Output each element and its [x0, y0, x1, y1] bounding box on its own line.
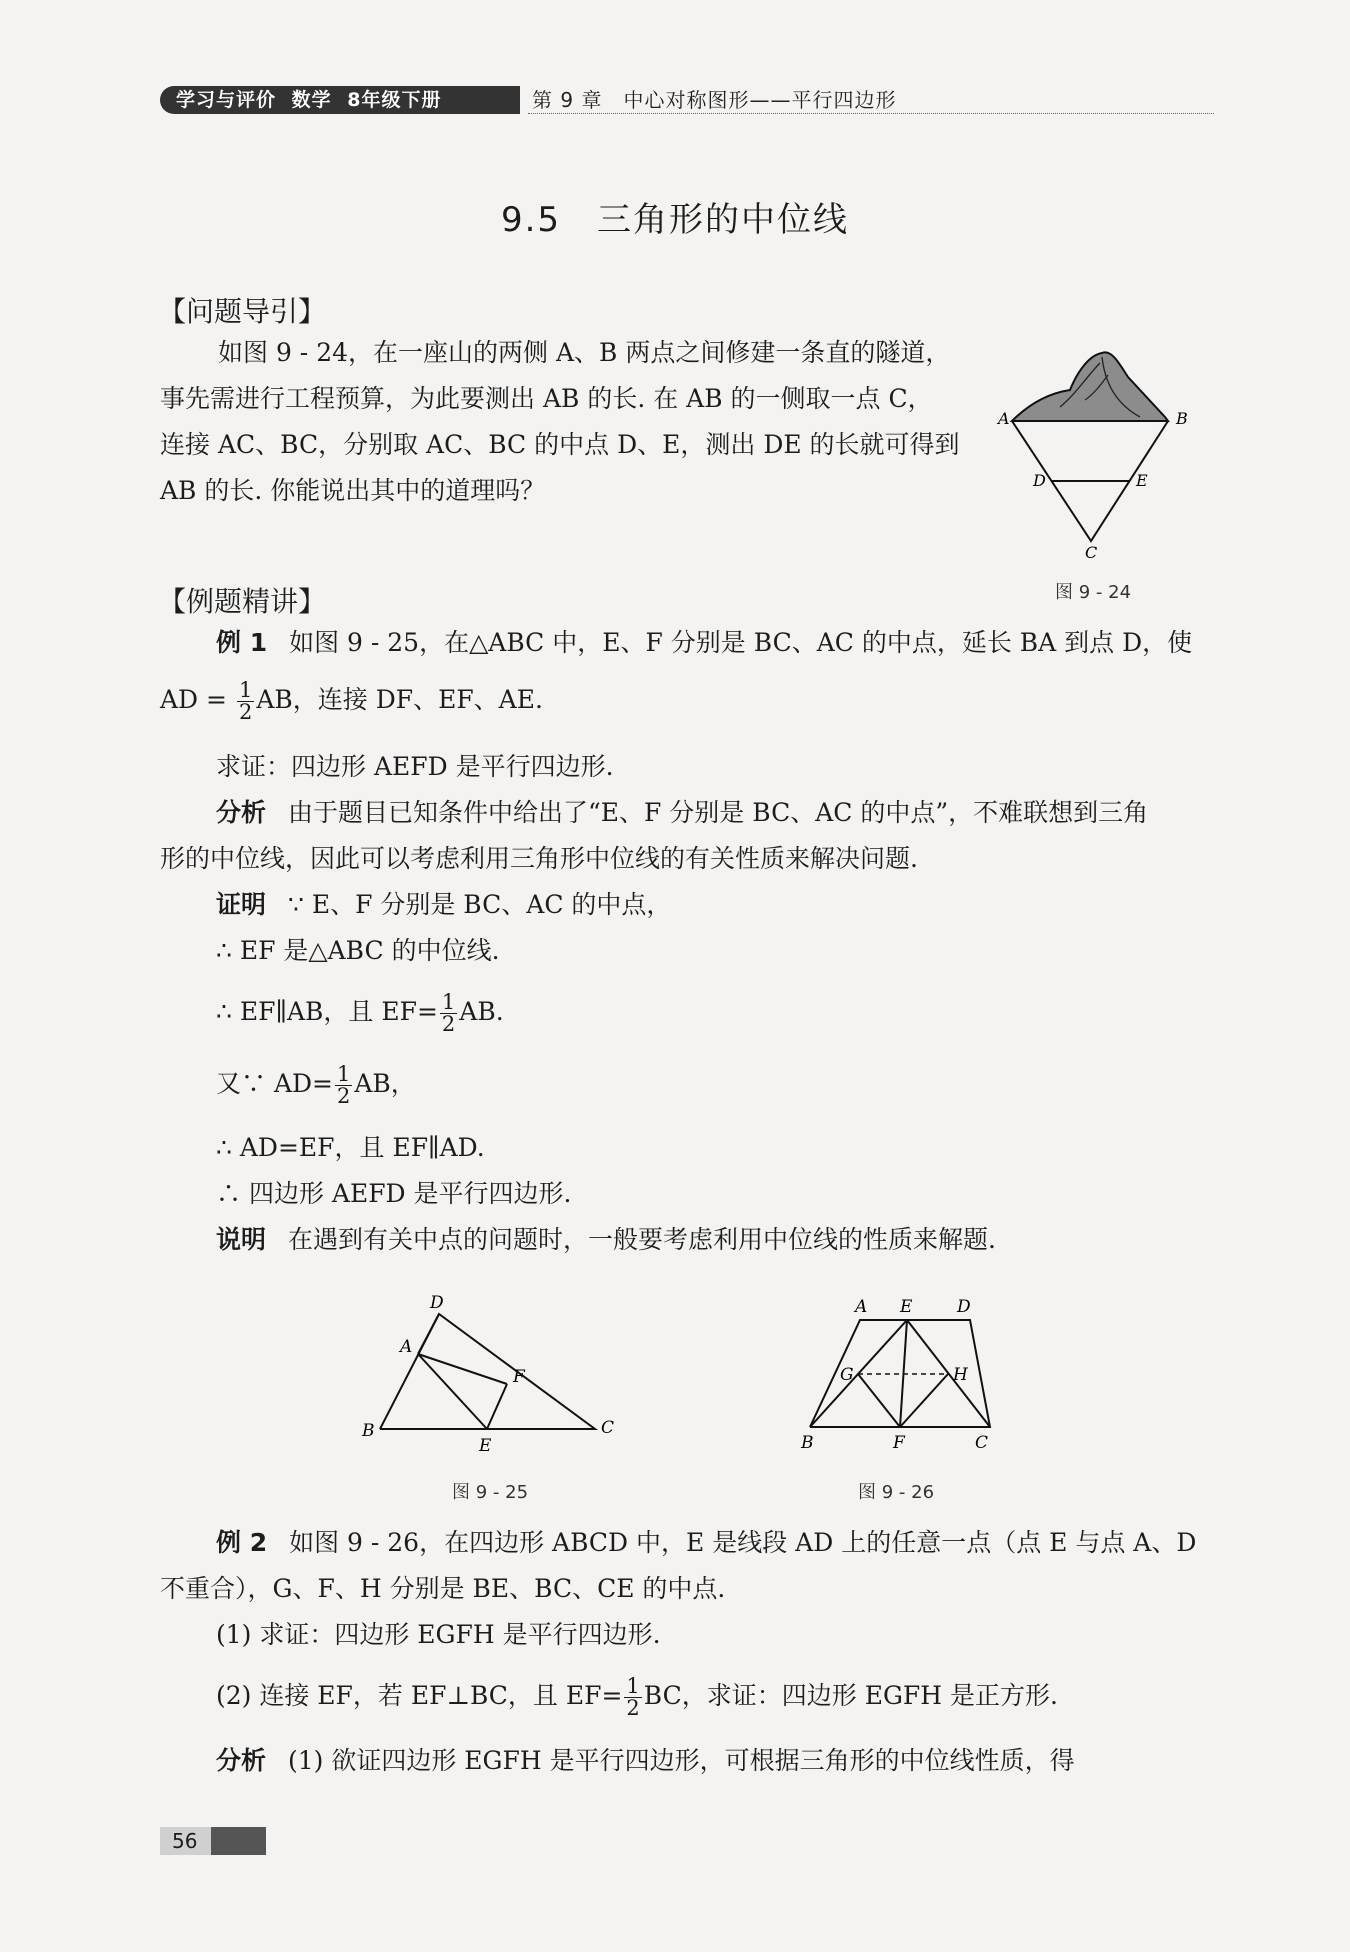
label-a: A: [998, 409, 1010, 428]
label-e: E: [1136, 471, 1148, 490]
figure-9-26: [795, 1290, 1005, 1460]
note-label: 说明: [216, 1225, 267, 1254]
label-b: B: [362, 1421, 375, 1441]
fraction: $\frac{1}{2}$: [238, 678, 253, 724]
label-c: C: [1085, 543, 1098, 560]
example1-line1: 如图 9 - 25，在△ABC 中，E、F 分别是 BC、AC 的中点，延长 BA 到点 D，使: [289, 628, 1193, 657]
analysis-line2: 形的中位线，因此可以考虑利用三角形中位线的有关性质来解决问题.: [160, 844, 918, 873]
example2-analysis-label: 分析: [216, 1746, 267, 1775]
example2-line2: 不重合），G、F、H 分别是 BE、BC、CE 的中点.: [160, 1574, 726, 1603]
proof-line4-post: AB，: [354, 1069, 416, 1098]
example2-q2-post: BC，求证：四边形 EGFH 是正方形.: [643, 1681, 1058, 1710]
fraction: $\frac{1}{2}$: [441, 990, 456, 1036]
label-g: G: [840, 1365, 854, 1385]
label-a: A: [400, 1337, 413, 1357]
label-d: D: [430, 1293, 444, 1313]
fraction: $\frac{1}{2}$: [626, 1674, 640, 1720]
example2-line1: 如图 9 - 26，在四边形 ABCD 中，E 是线段 AD 上的任意一点（点 E 与点 A、D: [289, 1528, 1197, 1557]
analysis-line1: 由于题目已知条件中给出了“E、F 分别是 BC、AC 的中点”，不难联想到三角: [287, 798, 1149, 827]
guide-heading: 【问题导引】: [158, 295, 327, 328]
label-b: B: [801, 1433, 814, 1453]
caption-9-24: 图 9 - 24: [1055, 582, 1132, 603]
label-d: D: [957, 1297, 971, 1317]
analysis-label: 分析: [216, 798, 267, 827]
example2-q2-pre: (2) 连接 EF，若 EF⊥BC，且 EF=: [216, 1681, 623, 1710]
guide-line-4: AB 的长. 你能说出其中的道理吗？: [160, 476, 546, 505]
label-a: A: [855, 1297, 868, 1317]
caption-9-25: 图 9 - 25: [452, 1482, 529, 1503]
figure-9-25: [355, 1280, 625, 1460]
label-b: B: [1176, 409, 1188, 428]
guide-line-1: 如图 9 - 24，在一座山的两侧 A、B 两点之间修建一条直的隧道，: [218, 338, 951, 367]
label-c: C: [601, 1418, 615, 1438]
example1-label: 例 1: [216, 628, 268, 657]
example2-q1: (1) 求证：四边形 EGFH 是平行四边形.: [216, 1620, 661, 1649]
header-book-badge: 学习与评价 数学 8年级下册: [160, 86, 520, 114]
proof-line1: ∵ E、F 分别是 BC、AC 的中点，: [287, 890, 672, 919]
proof-line6: ∴ 四边形 AEFD 是平行四边形.: [216, 1179, 572, 1208]
section-title: 9.5 三角形的中位线: [500, 200, 850, 240]
label-f: F: [893, 1433, 905, 1453]
example1-prove: 求证：四边形 AEFD 是平行四边形.: [216, 752, 614, 781]
proof-label: 证明: [216, 890, 267, 919]
examples-heading: 【例题精讲】: [158, 585, 327, 618]
figure-9-24: [990, 345, 1200, 560]
mountain-shape: [1012, 352, 1168, 421]
label-f: F: [513, 1367, 525, 1387]
caption-9-26: 图 9 - 26: [858, 1482, 935, 1503]
page-number: 56: [160, 1827, 266, 1855]
proof-line3-pre: ∴ EF∥AB，且 EF=: [216, 997, 438, 1026]
example2-label: 例 2: [216, 1528, 268, 1557]
proof-line2: ∴ EF 是△ABC 的中位线.: [216, 936, 500, 965]
header-chapter: 第 9 章 中心对称图形——平行四边形: [532, 88, 897, 112]
example1-line2-pre: AD =: [160, 685, 235, 714]
label-d: D: [1033, 471, 1046, 490]
example1-line2-post: AB，连接 DF、EF、AE.: [256, 685, 543, 714]
proof-line3-post: AB.: [459, 997, 504, 1026]
label-c: C: [975, 1433, 989, 1453]
note-text: 在遇到有关中点的问题时，一般要考虑利用中位线的性质来解题.: [287, 1225, 996, 1254]
label-e: E: [479, 1436, 492, 1456]
guide-line-3: 连接 AC、BC，分别取 AC、BC 的中点 D、E，测出 DE 的长就可得到: [160, 430, 960, 459]
header-rule: [528, 113, 1214, 114]
fraction: $\frac{1}{2}$: [337, 1062, 351, 1108]
label-h: H: [953, 1365, 968, 1385]
example2-analysis: (1) 欲证四边形 EGFH 是平行四边形，可根据三角形的中位线性质，得: [287, 1746, 1075, 1775]
proof-line4-pre: 又∵ AD=: [216, 1069, 333, 1098]
label-e: E: [900, 1297, 913, 1317]
guide-line-2: 事先需进行工程预算，为此要测出 AB 的长. 在 AB 的一侧取一点 C，: [160, 384, 933, 413]
proof-line5: ∴ AD=EF，且 EF∥AD.: [216, 1133, 485, 1162]
